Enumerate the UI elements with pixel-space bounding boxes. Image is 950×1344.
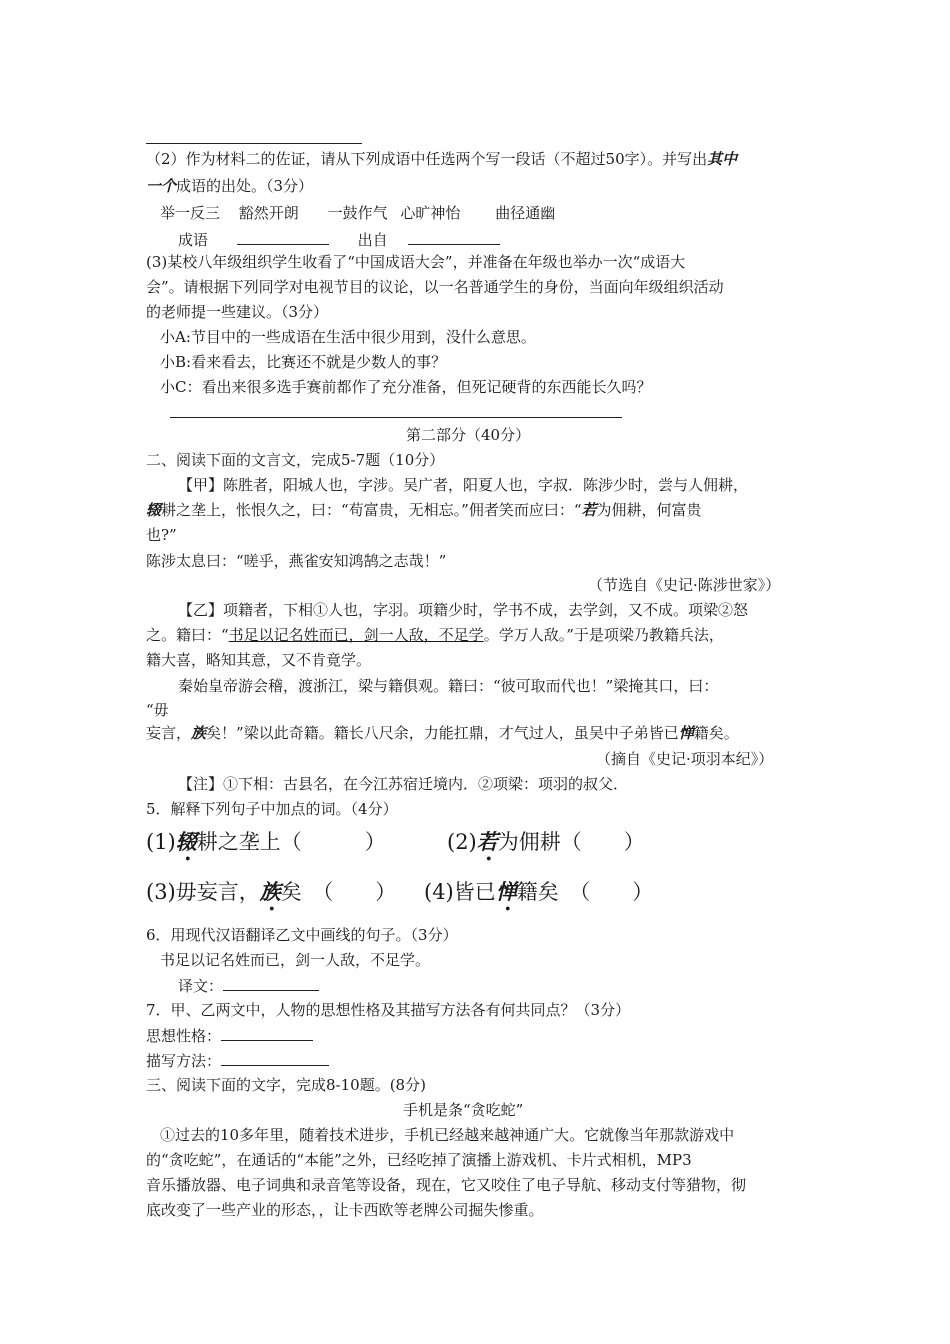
q2-line2: 一个成语的出处。（3分）: [146, 177, 314, 195]
idiom: 一鼓作气: [327, 204, 388, 222]
article-p1-line4: 底改变了一些产业的形态，，让卡西欧等老牌公司掘失惨重。: [146, 1201, 544, 1219]
article-p1-line1: ①过去的10多年里，随着技术进步，手机已经越来越神通广大。它就像当年那款游戏中: [160, 1126, 735, 1144]
q6-sentence: 书足以记名姓而已，剑一人敌，不足学。: [160, 951, 431, 969]
yi-line4: 秦始皇帝游会稽，渡浙江，梁与籍俱观。籍曰：“彼可取而代也！”梁掩其口，曰：: [178, 677, 719, 695]
yi-line2: 之。籍曰：“书足以记名姓而已，剑一人敌，不足学。学万人敌。”于是项梁乃教籍兵法，: [146, 626, 724, 644]
q3-student-b: 小B:看来看去，比赛还不就是少数人的事？: [160, 353, 447, 371]
q3-line1: (3)某校八年级组织学生收看了“中国成语大会”，并准备在年级也举办一次“成语大: [146, 253, 686, 271]
idiom-answer-row: 成语 出自: [178, 229, 500, 250]
idiom: 豁然开朗: [238, 204, 299, 222]
q2-line1: （2）作为材料二的佐证，请从下列成语中任选两个写一段话（不超过50字）。并写出其中: [146, 150, 738, 168]
character-blank[interactable]: [221, 1025, 313, 1041]
jia-source: （节选自《史记·陈涉世家》）: [588, 576, 781, 594]
q6-title: 6．用现代汉语翻译乙文中画线的句子。（3分）: [146, 926, 458, 944]
translation-blank[interactable]: [223, 975, 319, 991]
idiom-answer-blank[interactable]: [237, 229, 329, 245]
q5-item2: (2)若为佣耕（ ）: [447, 829, 645, 854]
q7-title: 7．甲、乙两文中，人物的思想性格及其描写方法各有何共同点？（3分）: [146, 1001, 631, 1019]
source-answer-blank[interactable]: [408, 229, 500, 245]
q5-item3: (3)毋妄言，族矣 （ ）: [146, 879, 397, 904]
q7-answer-row1: 思想性格：: [146, 1025, 313, 1046]
yi-line3: 籍大喜，略知其意，又不肯竟学。: [146, 651, 372, 669]
idiom-list: [160, 203, 555, 223]
method-blank[interactable]: [221, 1050, 329, 1066]
yi-line6: 妄言，族矣！”梁以此奇籍。籍长八尺余，力能扛鼎，才气过人，虽吴中子弟皆已惮籍矣。: [146, 724, 739, 742]
yi-line5: “毋: [146, 701, 169, 719]
idiom: 曲径通幽: [495, 204, 556, 222]
q3-line3: 的老师提一些建议。（3分）: [146, 303, 329, 321]
article-p1-line2: 的“贪吃蛇”，在通话的“本能”之外，已经吃掉了演播上游戏机、卡片式相机，MP3: [146, 1151, 692, 1169]
part2-title: 第二部分（40分）: [406, 426, 531, 444]
q3-student-a: 小A:节目中的一些成语在生活中很少用到，没什么意思。: [160, 328, 536, 346]
q3-student-c: 小C：看出来很多选手赛前都作了充分准备，但死记硬背的东西能长久吗？: [160, 378, 652, 396]
underlined-sentence: 书足以记名姓而已，剑一人敌，不足学: [228, 626, 484, 644]
q3-answer-line[interactable]: [170, 417, 622, 418]
q3-line2: 会”。请根据下列同学对电视节目的议论，以一名普通学生的身份，当面向年级组织活动: [146, 278, 724, 296]
jia-line2: 辍耕之垄上，怅恨久之，曰：“苟富贵，无相忘。”佣者笑而应曰：“若为佣耕，何富贵: [146, 501, 702, 519]
article-title: 手机是条“贪吃蛇”: [403, 1101, 524, 1119]
section2-title: 二、阅读下面的文言文，完成5-7题（10分）: [146, 451, 445, 469]
q6-answer-row: 译文：: [178, 975, 319, 996]
top-answer-line: [146, 143, 362, 144]
q5-item4: (4)皆已惮籍矣 （ ）: [424, 879, 654, 904]
yi-line1: 【乙】项籍者，下相①人也，字羽。项籍少时，学书不成，去学剑，又不成。项梁②怒: [178, 601, 749, 619]
jia-line1: 【甲】陈胜者，阳城人也，字涉。吴广者，阳夏人也，字叔．陈涉少时，尝与人佣耕，: [178, 476, 749, 494]
article-p1-line3: 音乐播放器、电子词典和录音笔等设备，现在，它又咬住了电子导航、移动支付等猎物，彻: [146, 1176, 747, 1194]
yi-note: 【注】①下相：古县名，在今江苏宿迁境内．②项梁：项羽的叔父．: [178, 775, 629, 793]
yi-source: （摘自《史记·项羽本纪》）: [596, 750, 774, 768]
idiom: 举一反三: [160, 204, 221, 222]
q7-answer-row2: 描写方法：: [146, 1050, 329, 1071]
q5-item1: (1)辍耕之垄上（ ）: [146, 829, 386, 854]
jia-line4: 陈涉太息曰：“嗟乎，燕雀安知鸿鹄之志哉！”: [146, 552, 447, 570]
idiom: 心旷神怡: [400, 204, 461, 222]
q5-title: 5．解释下列句子中加点的词。（4分）: [146, 800, 398, 818]
jia-line3: 也?”: [146, 526, 177, 544]
section3-title: 三、阅读下面的文字，完成8-10题。(8分): [146, 1076, 426, 1094]
